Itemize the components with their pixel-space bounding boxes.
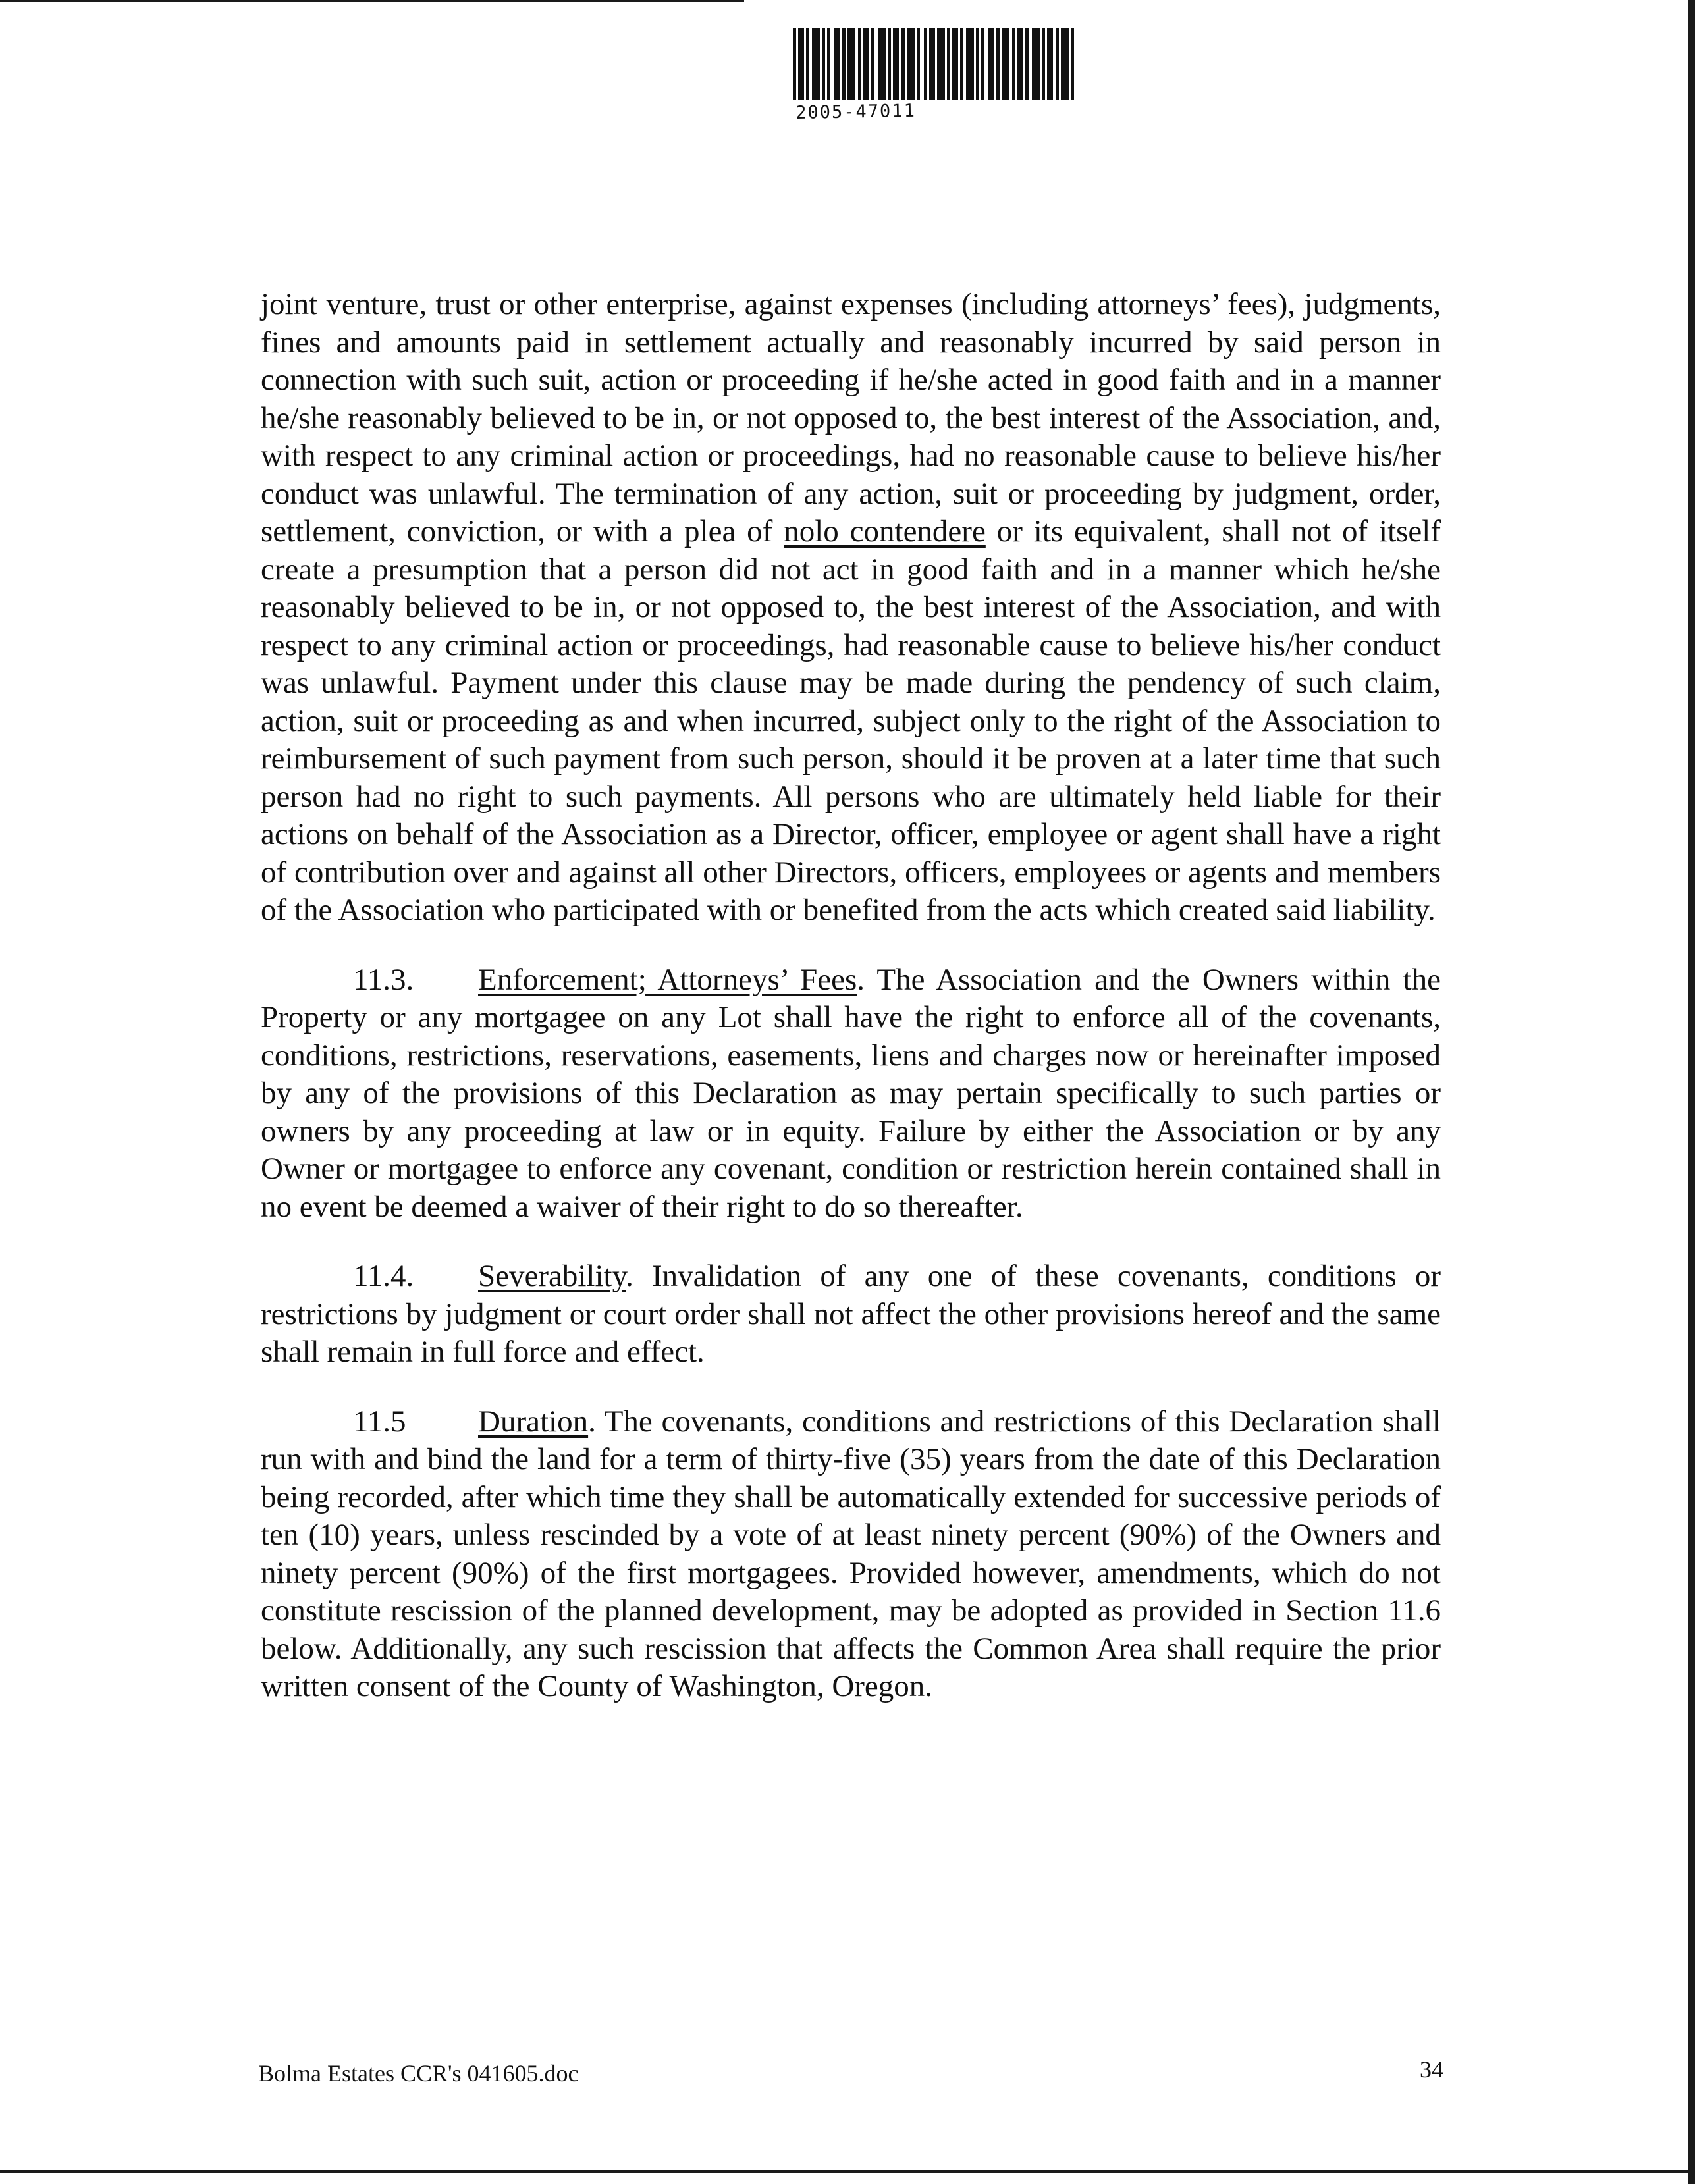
paragraph-text-part-2: or its equivalent, shall not of itself create a presumption that a person did not act in good faith and in a manner which he/she reasonably believed to be in, or not opposed to, the best interest of the Association, and with respect to any criminal action or proceedings, had reasonable cause to believe his/her conduct was unlawful. Payment under this clause may be made during the pendency of such claim, action, suit or proceeding as and when incurred, subject only to the right of the Association to reimbursement of such payment from such person, should it be proven at a later time that such person had no right to such payments. All persons who are ultimately held liable for their actions on behalf of the Association as a Director, officer, employee or agent shall have a right of contribution over and against all other Directors, officers, employees or agents and members of the Association who participated with or benefited from the acts which created said liability. bbox=[261, 514, 1441, 927]
section-text: . Invalidation of any one of these covenants, conditions or restrictions by judgment or court order shall not affect the other provisions hereof and the same shall remain in full force and effect. bbox=[261, 1259, 1441, 1369]
scan-edge-bottom bbox=[0, 2170, 1695, 2173]
section-number: 11.4. bbox=[353, 1259, 414, 1293]
scan-edge-right bbox=[1688, 0, 1695, 2184]
section-number: 11.5 bbox=[353, 1404, 406, 1439]
recording-barcode bbox=[790, 28, 1093, 123]
section-text: . The Association and the Owners within the Property or any mortgagee on any Lot shall have the right to enforce all of the covenants, conditions, restrictions, reservations, easements, liens and charges now or hereinafter imposed by any of the provisions of this Declaration as may pertain specifically to such parties or owners by any proceeding at law or in equity. Failure by either the Association or by any Owner or mortgagee to enforce any covenant, condition or restriction herein contained shall in no event be deemed a waiver of their right to do so thereafter. bbox=[261, 962, 1441, 1224]
section-number: 11.3. bbox=[353, 962, 414, 997]
filing-number: 2005-47011 bbox=[795, 100, 917, 123]
latin-term: nolo contendere bbox=[784, 514, 986, 548]
footer-filename: Bolma Estates CCR's 041605.doc bbox=[258, 2060, 579, 2087]
section-heading: Duration bbox=[478, 1404, 589, 1439]
page-number: 34 bbox=[1420, 2056, 1443, 2083]
section-heading: Severability bbox=[478, 1259, 626, 1293]
section-11-4 bbox=[261, 1258, 1441, 1372]
section-heading: Enforcement; Attorneys’ Fees bbox=[478, 962, 857, 997]
section-11-5 bbox=[261, 1403, 1441, 1706]
scan-edge-top bbox=[0, 0, 744, 2]
barcode-icon bbox=[790, 28, 1080, 100]
paragraph-indemnification-continued bbox=[261, 286, 1441, 930]
section-text: . The covenants, conditions and restrictions of this Declaration shall run with and bind the land for a term of thirty-five (35) years from the date of this Declaration being recorded, after which time they shall be automatically extended for successive periods of ten (10) years, unless rescinded by a vote of at least ninety percent (90%) of the Owners and ninety percent (90%) of the first mortgagees. Provided however, amendments, which do not constitute rescission of the planned development, may be adopted as provided in Section 11.6 below. Additionally, any such rescission that affects the Common Area shall require the prior written consent of the County of Washington, Oregon. bbox=[261, 1404, 1441, 1703]
paragraph-text-part-1: joint venture, trust or other enterprise, against expenses (including attorneys’ fees), judgments, fines and amounts paid in settlement actually and reasonably incurred by said person in connection with such suit, action or proceeding if he/she acted in good faith and in a manner he/she reasonably believed to be in, or not opposed to, the best interest of the Association, and, with respect to any criminal action or proceedings, had no reasonable cause to believe his/her conduct was unlawful. The termination of any action, suit or proceeding by judgment, order, settlement, conviction, or with a plea of bbox=[261, 287, 1441, 548]
section-11-3 bbox=[261, 961, 1441, 1227]
document-body bbox=[261, 286, 1441, 1738]
